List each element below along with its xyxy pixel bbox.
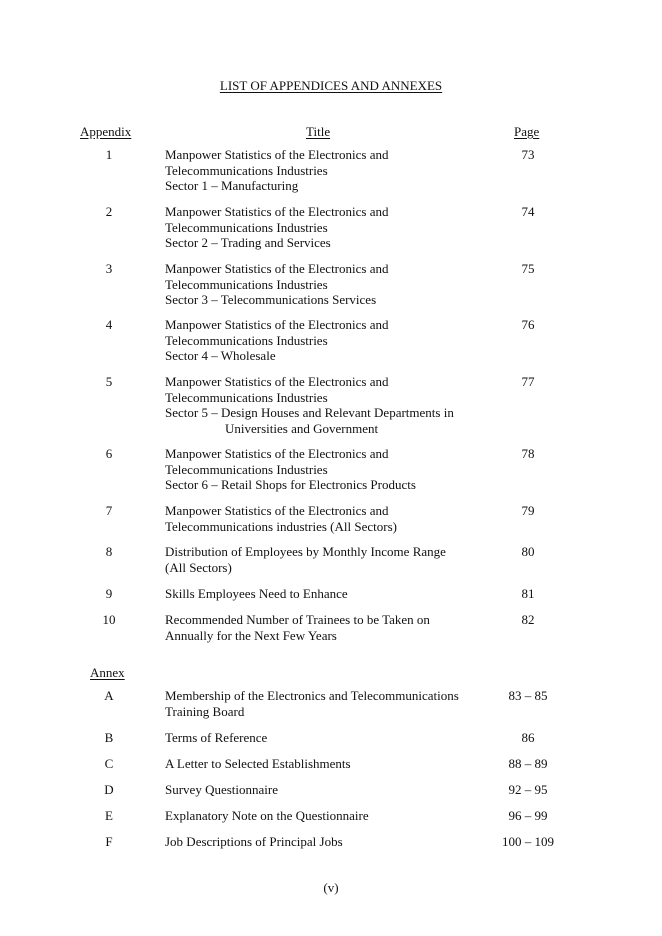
appendix-title — [165, 503, 480, 534]
appendix-title — [165, 612, 480, 643]
annex-page: 96 – 99 — [508, 808, 548, 823]
annex-title-line: Training Board — [165, 703, 245, 719]
title-column-header: Title — [306, 124, 331, 139]
appendix-page: 79 — [521, 503, 535, 518]
appendix-title-line: Manpower Statistics of the Electronics and — [165, 446, 389, 461]
appendix-title-line: Manpower Statistics of the Electronics and — [165, 204, 389, 219]
annex-title — [165, 808, 480, 824]
appendix-number: 7 — [105, 503, 113, 518]
appendix-title — [165, 374, 480, 436]
annex-title — [165, 782, 480, 798]
annex-title-line: Membership of the Electronics and Telecommunications — [165, 688, 459, 703]
appendix-title-line: Manpower Statistics of the Electronics and — [165, 317, 389, 332]
annex-title-line: A Letter to Selected Establishments — [165, 756, 351, 771]
annex-page: 83 – 85 — [508, 688, 548, 703]
annex-title — [165, 756, 480, 772]
appendix-title — [165, 544, 480, 575]
appendix-title-line: Manpower Statistics of the Electronics and — [165, 503, 389, 518]
annex-letter: A — [104, 688, 114, 703]
appendix-title-line: Skills Employees Need to Enhance — [165, 586, 348, 601]
appendix-title-line: Manpower Statistics of the Electronics and — [165, 147, 389, 162]
appendix-title-line: Recommended Number of Trainees to be Taken on — [165, 612, 430, 627]
appendix-number: 3 — [105, 261, 113, 276]
appendix-number: 10 — [102, 612, 116, 627]
appendix-page: 73 — [521, 147, 535, 162]
appendix-page: 75 — [521, 261, 535, 276]
appendix-title-line: Manpower Statistics of the Electronics and — [165, 261, 389, 276]
appendix-title-line: Sector 5 – Design Houses and Relevant Departments in — [165, 405, 454, 420]
appendix-title-line: Sector 2 – Trading and Services — [165, 235, 331, 250]
appendix-number: 5 — [105, 374, 113, 389]
annex-letter: F — [105, 834, 113, 849]
appendix-page: 81 — [521, 586, 535, 601]
appendix-page: 76 — [521, 317, 535, 332]
appendix-title-line: Sector 3 – Telecommunications Services — [165, 292, 377, 307]
appendix-page: 82 — [521, 612, 535, 627]
appendix-title-line: Sector 4 – Wholesale — [165, 348, 276, 363]
annex-letter: C — [104, 756, 114, 771]
appendix-title-line: Annually for the Next Few Years — [165, 627, 337, 643]
appendix-title-line: Sector 1 – Manufacturing — [165, 178, 299, 193]
appendix-title-line: (All Sectors) — [165, 559, 232, 575]
annex-title — [165, 834, 480, 850]
appendix-title — [165, 204, 480, 251]
annex-column-header: Annex — [90, 665, 125, 680]
page-column-header: Page — [514, 124, 540, 139]
appendix-page: 78 — [521, 446, 535, 461]
annex-letter: E — [105, 808, 113, 823]
appendix-page: 80 — [521, 544, 535, 559]
annex-page: 88 – 89 — [508, 756, 548, 771]
appendix-page: 77 — [521, 374, 535, 389]
annex-page: 92 – 95 — [508, 782, 548, 797]
annex-page: 100 – 109 — [502, 834, 554, 849]
appendix-title — [165, 261, 480, 308]
appendix-number: 8 — [105, 544, 113, 559]
annex-title-line: Terms of Reference — [165, 730, 268, 745]
annex-letter: D — [104, 782, 114, 797]
annex-title — [165, 688, 480, 719]
appendix-number: 2 — [105, 204, 113, 219]
page-number: (v) — [323, 880, 339, 895]
annex-title-line: Explanatory Note on the Questionnaire — [165, 808, 369, 823]
appendix-title — [165, 147, 480, 194]
appendix-number: 1 — [105, 147, 113, 162]
appendix-title-line: Telecommunications Industries — [165, 162, 328, 178]
appendix-title-line: Telecommunications industries (All Sectors) — [165, 518, 397, 534]
appendix-title-line: Manpower Statistics of the Electronics and — [165, 374, 389, 389]
annex-title — [165, 730, 480, 746]
appendix-number: 6 — [105, 446, 113, 461]
appendix-title-line: Telecommunications Industries — [165, 461, 328, 477]
appendix-title-line: Universities and Government — [225, 420, 379, 436]
appendix-title — [165, 586, 480, 602]
annex-letter: B — [104, 730, 114, 745]
annex-title-line: Job Descriptions of Principal Jobs — [165, 834, 343, 849]
page-title: LIST OF APPENDICES AND ANNEXES — [219, 78, 443, 93]
annex-title-line: Survey Questionnaire — [165, 782, 279, 797]
appendix-title — [165, 317, 480, 364]
appendix-number: 9 — [105, 586, 113, 601]
appendix-title-line: Distribution of Employees by Monthly Income Range — [165, 544, 446, 559]
appendix-column-header: Appendix — [80, 124, 132, 139]
appendix-title-line: Telecommunications Industries — [165, 276, 328, 292]
appendix-title-line: Telecommunications Industries — [165, 219, 328, 235]
appendix-title-line: Telecommunications Industries — [165, 389, 328, 405]
appendix-page: 74 — [521, 204, 535, 219]
appendix-title-line: Sector 6 – Retail Shops for Electronics Products — [165, 477, 416, 492]
appendix-title — [165, 446, 480, 493]
appendix-title-line: Telecommunications Industries — [165, 332, 328, 348]
appendix-number: 4 — [105, 317, 113, 332]
annex-page: 86 — [521, 730, 535, 745]
